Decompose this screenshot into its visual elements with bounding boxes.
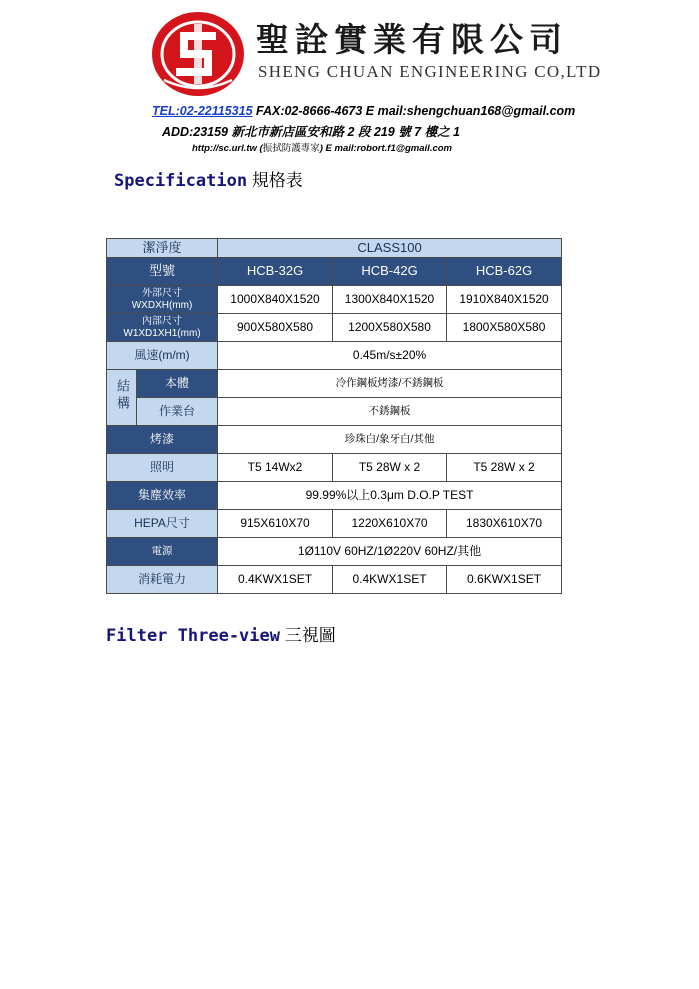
address-line: ADD:23159 新北市新店區安和路 2 段 219 號 7 樓之 1	[162, 125, 460, 139]
consumption-value: 0.4KWX1SET	[333, 566, 447, 594]
hepa-value: 1220X610X70	[333, 510, 447, 538]
model-label: 型號	[107, 258, 218, 286]
hepa-value: 1830X610X70	[447, 510, 562, 538]
structure-label	[107, 370, 137, 426]
letterhead	[0, 0, 699, 160]
filter-heading-cn: 三視圖	[280, 626, 336, 645]
table-row	[107, 342, 562, 370]
spec-heading-en: Specification	[114, 171, 248, 191]
table-row	[107, 239, 562, 258]
filter-heading	[106, 621, 336, 646]
table-row	[107, 454, 562, 482]
power-label: 電源	[107, 538, 218, 566]
lighting-value: T5 14Wx2	[218, 454, 333, 482]
body-value: 冷作鋼板烤漆/不銹鋼板	[218, 370, 562, 398]
sc-company-logo-icon	[150, 10, 246, 98]
spec-heading	[114, 166, 303, 191]
consumption-value: 0.6KWX1SET	[447, 566, 562, 594]
model-value: HCB-62G	[447, 258, 562, 286]
spec-table	[106, 238, 562, 594]
cleanliness-label: 潔淨度	[107, 239, 218, 258]
power-value: 1Ø110V 60HZ/1Ø220V 60HZ/其他	[218, 538, 562, 566]
tel-link[interactable]: TEL:02-22115315	[152, 104, 253, 118]
lighting-value: T5 28W x 2	[333, 454, 447, 482]
inner-dim-label-line1: 內部尺寸	[142, 316, 182, 327]
inner-dim-label	[107, 314, 218, 342]
inner-dim-value: 1200X580X580	[333, 314, 447, 342]
table-row	[107, 258, 562, 286]
table-row	[107, 482, 562, 510]
company-name-en: SHENG CHUAN ENGINEERING CO,LTD	[258, 62, 602, 81]
outer-dim-value: 1910X840X1520	[447, 286, 562, 314]
cleanliness-value: CLASS100	[218, 239, 562, 258]
outer-dim-value: 1000X840X1520	[218, 286, 333, 314]
outer-dim-label-line2: WXDXH(mm)	[131, 299, 193, 311]
table-row	[107, 398, 562, 426]
paint-value: 珍珠白/象牙白/其他	[218, 426, 562, 454]
worktable-value: 不銹鋼板	[218, 398, 562, 426]
consumption-value: 0.4KWX1SET	[218, 566, 333, 594]
inner-dim-value: 900X580X580	[218, 314, 333, 342]
hepa-value: 915X610X70	[218, 510, 333, 538]
inner-dim-value: 1800X580X580	[447, 314, 562, 342]
table-row	[107, 426, 562, 454]
table-row	[107, 314, 562, 342]
body-label: 本體	[137, 370, 218, 398]
airspeed-value: 0.45m/s±20%	[218, 342, 562, 370]
outer-dim-label-line1: 外部尺寸	[142, 288, 182, 299]
lighting-value: T5 28W x 2	[447, 454, 562, 482]
url-note: 振拭防護專家	[262, 143, 320, 154]
company-name-cn: 聖詮實業有限公司	[256, 20, 568, 59]
fax-email: FAX:02-8666-4673 E mail:shengchuan168@gmail.com	[252, 104, 576, 118]
efficiency-label: 集塵效率	[107, 482, 218, 510]
inner-dim-label-line2: W1XD1XH1(mm)	[123, 327, 201, 339]
table-row	[107, 566, 562, 594]
table-row	[107, 538, 562, 566]
model-value: HCB-42G	[333, 258, 447, 286]
outer-dim-value: 1300X840X1520	[333, 286, 447, 314]
airspeed-label: 風速(m/m)	[107, 342, 218, 370]
efficiency-value: 99.99%以上0.3μm D.O.P TEST	[218, 482, 562, 510]
spec-heading-cn: 規格表	[247, 171, 303, 190]
table-row	[107, 510, 562, 538]
hepa-label: HEPA尺寸	[107, 510, 218, 538]
structure-label-text: 結構	[114, 378, 130, 413]
table-row	[107, 286, 562, 314]
contact-line-3	[192, 140, 452, 154]
paint-label: 烤漆	[107, 426, 218, 454]
consumption-label: 消耗電力	[107, 566, 218, 594]
website-url[interactable]: http://sc.url.tw (	[192, 143, 263, 154]
table-row	[107, 370, 562, 398]
worktable-label: 作業台	[137, 398, 218, 426]
filter-heading-en: Filter Three-view	[106, 626, 280, 646]
outer-dim-label	[107, 286, 218, 314]
contact-line-1	[152, 104, 575, 118]
secondary-email: ) E mail:robort.f1@gmail.com	[319, 143, 452, 154]
model-value: HCB-32G	[218, 258, 333, 286]
lighting-label: 照明	[107, 454, 218, 482]
